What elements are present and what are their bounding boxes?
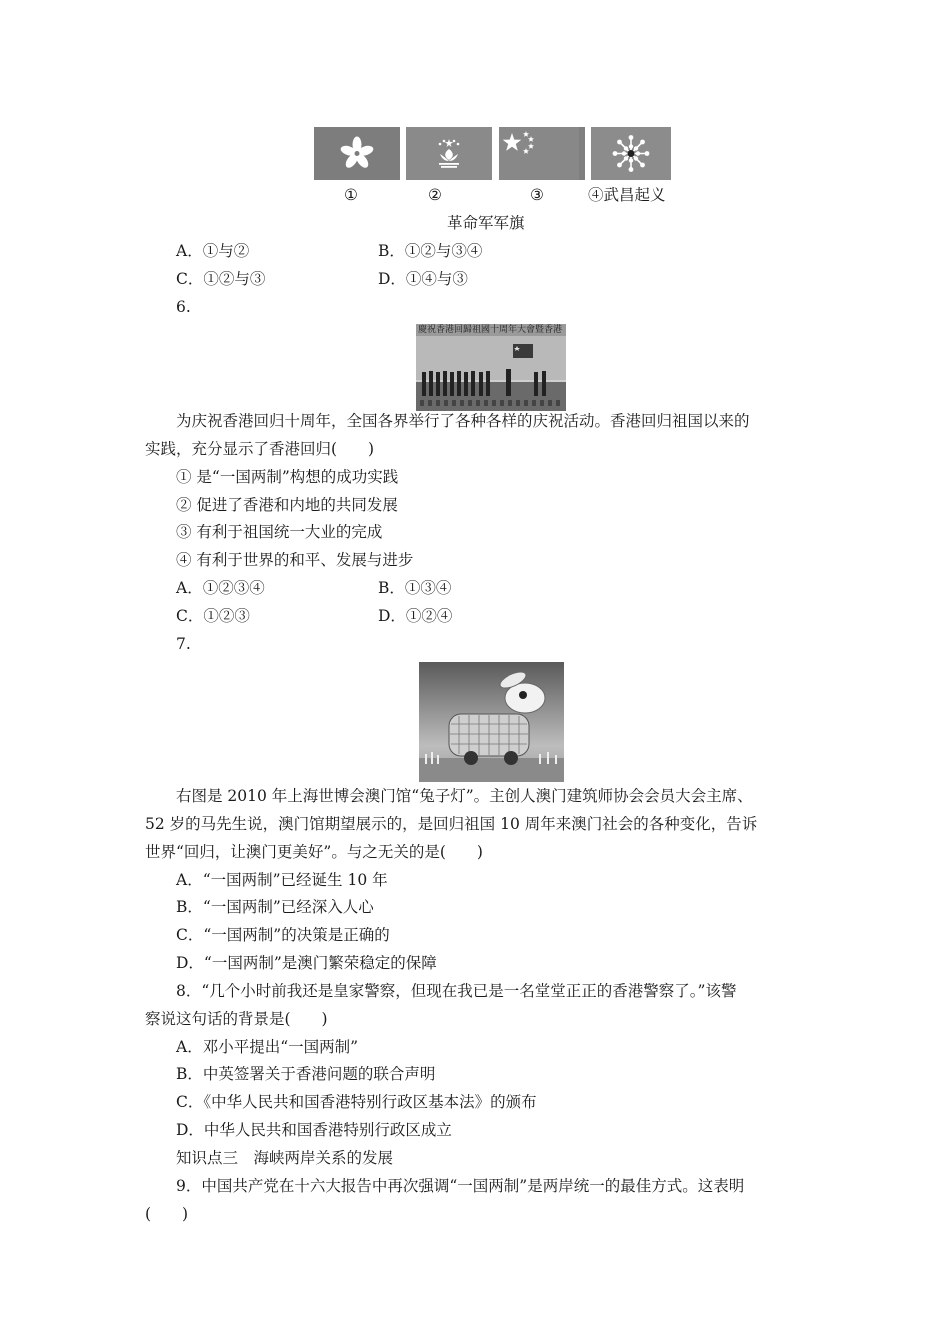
china-flag-icon [499, 127, 585, 180]
flag-label-1: ① [344, 186, 358, 204]
q5-option-c: C．①②与③ [176, 270, 266, 288]
q8-option-c: C．《中华人民共和国香港特别行政区基本法》的颁布 [176, 1093, 537, 1111]
flag-label-3: ③ [530, 186, 544, 204]
q9-stem-line-1: 9．中国共产党在十六大报告中再次强调“一国两制”是两岸统一的最佳方式。这表明 [176, 1177, 745, 1195]
q6-stem-line-1: 为庆祝香港回归十周年，全国各界举行了各种各样的庆祝活动。香港回归祖国以来的 [176, 412, 750, 430]
q7-option-d: D．“一国两制”是澳门繁荣稳定的保障 [176, 954, 437, 972]
q6-item-3: ③ 有利于祖国统一大业的完成 [176, 523, 383, 541]
q5-option-d: D．①④与③ [378, 270, 468, 288]
q6-option-a: A．①②③④ [176, 579, 265, 597]
q8-option-a: A．邓小平提出“一国两制” [176, 1038, 359, 1056]
q6-stem-line-2: 实践，充分显示了香港回归( ) [145, 440, 375, 458]
q7-option-c: C．“一国两制”的决策是正确的 [176, 926, 390, 944]
macau-flag-icon [406, 127, 492, 180]
macau-pavilion-rabbit-lantern-photo [419, 662, 564, 782]
q6-number: 6. [176, 298, 191, 316]
q8-stem-line-1: 8．“几个小时前我还是皇家警察，但现在我已是一名堂堂正正的香港警察了。”该警 [176, 982, 737, 1000]
q7-option-a: A．“一国两制”已经诞生 10 年 [176, 871, 388, 889]
q7-stem-line-3: 世界“回归，让澳门更美好”。与之无关的是( ) [145, 843, 483, 861]
section-title: 知识点三 海峡两岸关系的发展 [176, 1149, 394, 1167]
q6-item-2: ② 促进了香港和内地的共同发展 [176, 496, 398, 514]
q6-option-d: D．①②④ [378, 607, 453, 625]
q8-option-d: D．中华人民共和国香港特别行政区成立 [176, 1121, 452, 1139]
q5-option-b: B．①②与③④ [378, 242, 483, 260]
q8-option-b: B．中英签署关于香港问题的联合声明 [176, 1065, 436, 1083]
q8-stem-line-2: 察说这句话的背景是( ) [145, 1010, 328, 1028]
q6-option-c: C．①②③ [176, 607, 250, 625]
q7-number: 7. [176, 635, 191, 653]
q7-option-b: B．“一国两制”已经深入人心 [176, 898, 374, 916]
flag-label-4: ④武昌起义 [588, 186, 666, 204]
photo-banner-text: 慶祝香港回歸祖國十周年大會暨香港 [418, 325, 563, 335]
hk-handover-ceremony-photo [416, 324, 566, 411]
q9-stem-line-2: ( ) [145, 1205, 189, 1223]
q7-stem-line-2: 52 岁的马先生说，澳门馆期望展示的，是回归祖国 10 周年来澳门社会的各种变化，告诉 [145, 815, 758, 833]
q7-stem-line-1: 右图是 2010 年上海世博会澳门馆“兔子灯”。主创人澳门建筑师协会会员大会主席、 [176, 787, 753, 805]
q5-option-a: A．①与② [176, 242, 250, 260]
q6-item-4: ④ 有利于世界的和平、发展与进步 [176, 551, 414, 569]
flag-label-2: ② [428, 186, 442, 204]
hong-kong-flag-icon [314, 127, 400, 180]
q6-option-b: B．①③④ [378, 579, 452, 597]
q6-item-1: ① 是“一国两制”构想的成功实践 [176, 468, 399, 486]
flag-label-4-cont: 革命军军旗 [447, 214, 525, 232]
wuchang-uprising-flag-icon [591, 127, 671, 180]
